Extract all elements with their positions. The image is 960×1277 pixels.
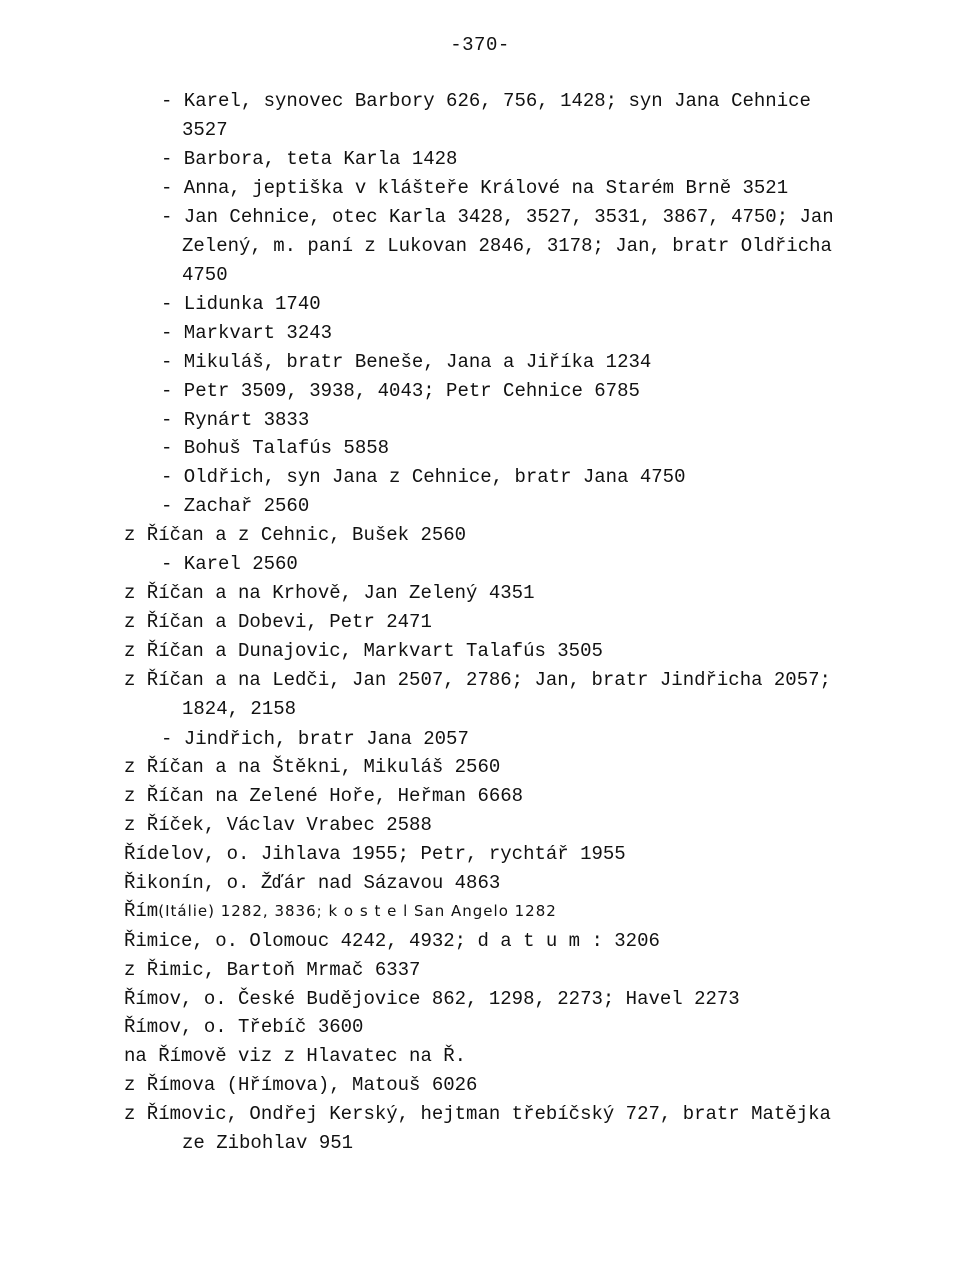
- index-line: Řimice, o. Olomouc 4242, 4932; d a t u m : 3206: [124, 930, 660, 952]
- index-line: Římov, o. České Budějovice 862, 1298, 2273; Havel 2273: [124, 988, 740, 1010]
- index-line: - Anna, jeptiška v klášteře Králové na Starém Brně 3521: [161, 177, 789, 199]
- index-line: Řídelov, o. Jihlava 1955; Petr, rychtář 1955: [124, 843, 626, 865]
- index-line: z Říčan a Dunajovic, Markvart Talafús 3505: [124, 640, 603, 662]
- index-line: Římov, o. Třebíč 3600: [124, 1016, 364, 1038]
- index-line: [124, 897, 557, 926]
- index-line: - Petr 3509, 3938, 4043; Petr Cehnice 6785: [161, 380, 640, 402]
- index-line: z Římovic, Ondřej Kerský, hejtman třebíčský 727, bratr Matějka: [124, 1103, 831, 1125]
- index-line: - Zachař 2560: [161, 495, 310, 517]
- index-line: - Mikuláš, bratr Beneše, Jana a Jiříka 1234: [161, 351, 652, 373]
- index-line: z Říček, Václav Vrabec 2588: [124, 814, 432, 836]
- index-line: Řikonín, o. Žďár nad Sázavou 4863: [124, 872, 501, 894]
- page-number: -370-: [450, 34, 510, 56]
- index-line: na Římově viz z Hlavatec na Ř.: [124, 1045, 467, 1067]
- index-line: - Bohuš Talafús 5858: [161, 437, 390, 459]
- index-line: - Barbora, teta Karla 1428: [161, 148, 458, 170]
- index-line: ze Zibohlav 951: [182, 1132, 354, 1154]
- index-line: - Karel, synovec Barbory 626, 756, 1428; syn Jana Cehnice: [161, 90, 811, 112]
- index-line: z Římova (Hřímova), Matouš 6026: [124, 1074, 478, 1096]
- index-line: z Říčan na Zelené Hoře, Heřman 6668: [124, 785, 524, 807]
- index-line: - Markvart 3243: [161, 322, 333, 344]
- index-line: z Říčan a na Krhově, Jan Zelený 4351: [124, 582, 535, 604]
- index-line-rest: (Itálie) 1282, 3836; k o s t e l San Angelo 1282: [158, 902, 557, 920]
- index-line: z Říčan a na Štěkni, Mikuláš 2560: [124, 756, 501, 778]
- index-line: z Říčan a z Cehnic, Bušek 2560: [124, 524, 467, 546]
- index-line: 3527: [182, 119, 228, 141]
- index-line: z Řimic, Bartoň Mrmač 6337: [124, 959, 421, 981]
- index-line: z Říčan a Dobevi, Petr 2471: [124, 611, 432, 633]
- index-line: - Rynárt 3833: [161, 409, 310, 431]
- index-line: - Jindřich, bratr Jana 2057: [161, 728, 469, 750]
- index-line: 1824, 2158: [182, 698, 297, 720]
- index-line: - Lidunka 1740: [161, 293, 321, 315]
- index-line: - Jan Cehnice, otec Karla 3428, 3527, 3531, 3867, 4750; Jan: [161, 206, 834, 228]
- index-line: - Karel 2560: [161, 553, 298, 575]
- index-line: z Říčan a na Ledči, Jan 2507, 2786; Jan, bratr Jindřicha 2057;: [124, 669, 831, 691]
- index-line: 4750: [182, 264, 228, 286]
- index-headword: Řím: [124, 900, 159, 922]
- index-line: Zelený, m. paní z Lukovan 2846, 3178; Jan, bratr Oldřicha: [182, 235, 832, 257]
- index-line: - Oldřich, syn Jana z Cehnice, bratr Jana 4750: [161, 466, 686, 488]
